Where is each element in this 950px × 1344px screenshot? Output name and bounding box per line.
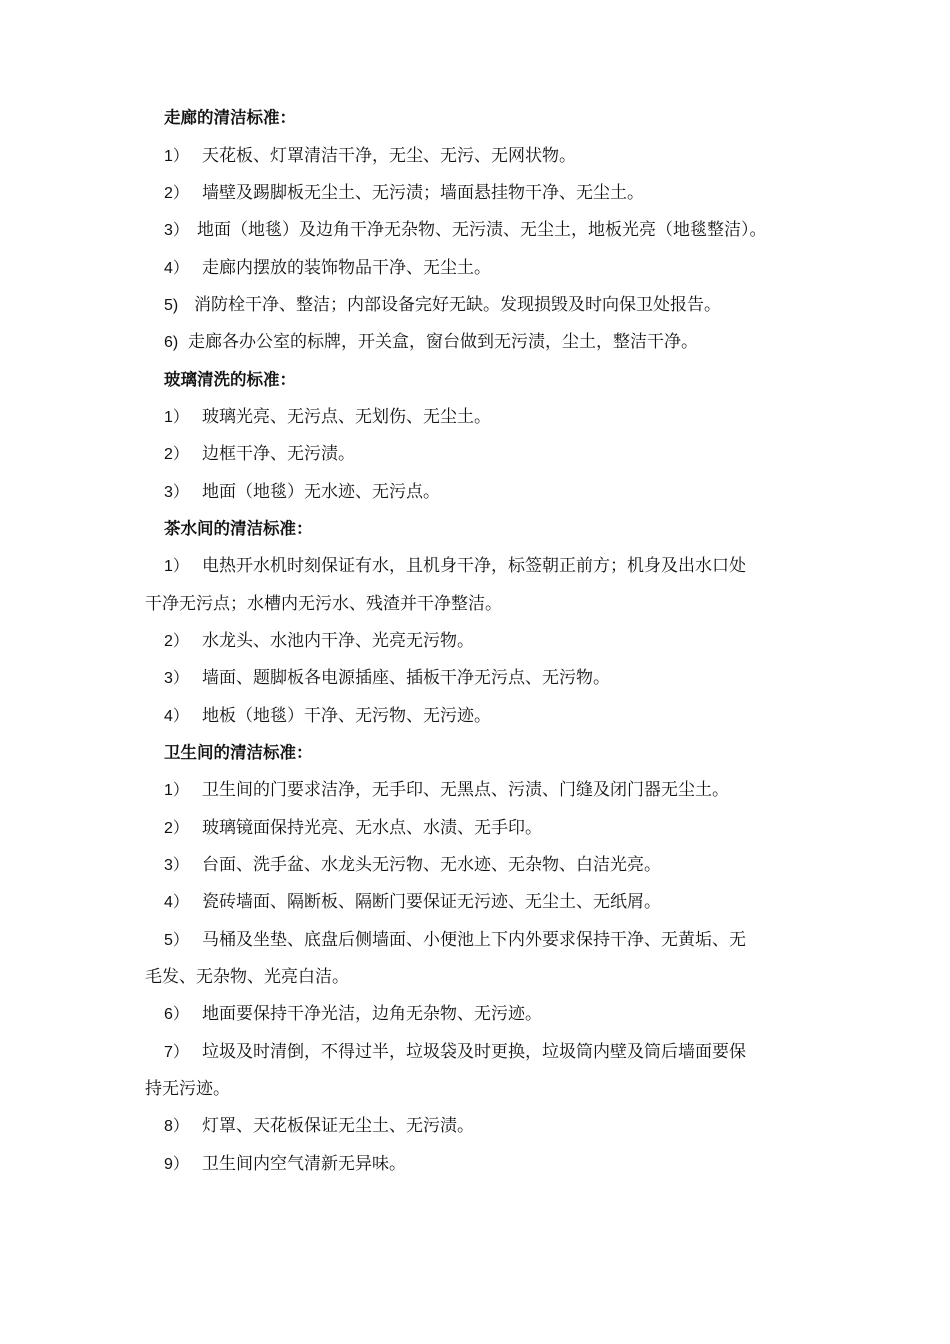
item-number: 8） — [164, 1118, 189, 1135]
list-item — [164, 407, 491, 428]
list-item — [164, 556, 746, 577]
item-number: 2） — [164, 185, 189, 202]
item-number: 3） — [164, 484, 189, 501]
item-number: 4） — [164, 894, 189, 911]
item-text: 地面（地毯）无水迹、无污点。 — [202, 482, 440, 502]
list-item — [164, 818, 542, 839]
list-item — [164, 482, 440, 503]
list-item — [164, 1042, 746, 1063]
item-text: 墙壁及踢脚板无尘土、无污渍；墙面悬挂物干净、无尘土。 — [202, 183, 644, 203]
item-number: 1） — [164, 409, 189, 426]
item-text: 台面、洗手盆、水龙头无污物、无水迹、无杂物、白洁光亮。 — [202, 855, 661, 875]
list-item-continuation: 持无污迹。 — [145, 1079, 230, 1099]
list-item — [164, 1154, 406, 1175]
item-number: 2） — [164, 633, 189, 650]
list-item — [164, 444, 355, 465]
list-item — [164, 780, 729, 801]
section-heading-tea-room: 茶水间的清洁标准： — [164, 519, 313, 538]
item-text: 墙面、题脚板各电源插座、插板干净无污点、无污物。 — [202, 668, 610, 688]
item-number: 3） — [164, 857, 189, 874]
item-number: 1） — [164, 558, 189, 575]
item-text: 瓷砖墙面、隔断板、隔断门要保证无污迹、无尘土、无纸屑。 — [202, 892, 661, 912]
list-item — [164, 930, 746, 951]
item-number: 3） — [164, 222, 189, 239]
list-item — [164, 706, 491, 727]
list-item — [164, 668, 610, 689]
item-text: 走廊内摆放的装饰物品干净、无尘土。 — [202, 258, 491, 278]
item-text: 地面要保持干净光洁，边角无杂物、无污迹。 — [202, 1004, 542, 1024]
list-item — [164, 183, 644, 204]
list-item — [164, 258, 491, 279]
item-text: 走廊各办公室的标牌，开关盒，窗台做到无污渍，尘土，整洁干净。 — [188, 332, 698, 352]
item-text: 地面（地毯）及边角干净无杂物、无污渍、无尘土，地板光亮（地毯整洁）。 — [197, 220, 767, 240]
list-item-continuation: 毛发、无杂物、光亮白洁。 — [145, 967, 349, 987]
list-item — [164, 332, 698, 353]
item-text: 玻璃镜面保持光亮、无水点、水渍、无手印。 — [202, 818, 542, 838]
list-item — [164, 295, 721, 316]
list-item-continuation: 干净无污点；水槽内无污水、残渣并干净整洁。 — [145, 594, 502, 614]
list-item — [164, 220, 767, 241]
item-number: 6) — [164, 334, 179, 351]
item-text: 垃圾及时清倒，不得过半，垃圾袋及时更换，垃圾筒内壁及筒后墙面要保 — [202, 1042, 746, 1062]
section-heading-glass: 玻璃清洗的标准： — [164, 370, 296, 389]
item-text: 电热开水机时刻保证有水，且机身干净，标签朝正前方；机身及出水口处 — [202, 556, 746, 576]
list-item — [164, 631, 474, 652]
item-number: 1） — [164, 148, 189, 165]
item-text: 卫生间的门要求洁净，无手印、无黑点、污渍、门缝及闭门器无尘土。 — [202, 780, 729, 800]
list-item — [164, 855, 661, 876]
item-text: 玻璃光亮、无污点、无划伤、无尘土。 — [202, 407, 491, 427]
item-number: 1） — [164, 782, 189, 799]
section-heading-corridor: 走廊的清洁标准： — [164, 108, 296, 127]
item-text: 天花板、灯罩清洁干净，无尘、无污、无网状物。 — [202, 146, 576, 166]
item-text: 地板（地毯）干净、无污物、无污迹。 — [202, 706, 491, 726]
item-text: 边框干净、无污渍。 — [202, 444, 355, 464]
item-number: 6） — [164, 1006, 189, 1023]
item-number: 5) — [164, 297, 179, 314]
item-number: 2） — [164, 820, 189, 837]
item-text: 卫生间内空气清新无异味。 — [202, 1154, 406, 1174]
list-item — [164, 1004, 542, 1025]
item-text: 水龙头、水池内干净、光亮无污物。 — [202, 631, 474, 651]
item-number: 5） — [164, 932, 189, 949]
list-item — [164, 146, 576, 167]
item-number: 9） — [164, 1156, 189, 1173]
list-item — [164, 1116, 474, 1137]
item-text: 灯罩、天花板保证无尘土、无污渍。 — [202, 1116, 474, 1136]
list-item — [164, 892, 661, 913]
item-text: 马桶及坐垫、底盘后侧墙面、小便池上下内外要求保持干净、无黄垢、无 — [202, 930, 746, 950]
section-heading-restroom: 卫生间的清洁标准： — [164, 743, 313, 762]
item-number: 4） — [164, 260, 189, 277]
item-number: 3） — [164, 670, 189, 687]
item-number: 7） — [164, 1044, 189, 1061]
item-text: 消防栓干净、整洁；内部设备完好无缺。发现损毁及时向保卫处报告。 — [194, 295, 721, 315]
item-number: 2） — [164, 446, 189, 463]
item-number: 4） — [164, 708, 189, 725]
